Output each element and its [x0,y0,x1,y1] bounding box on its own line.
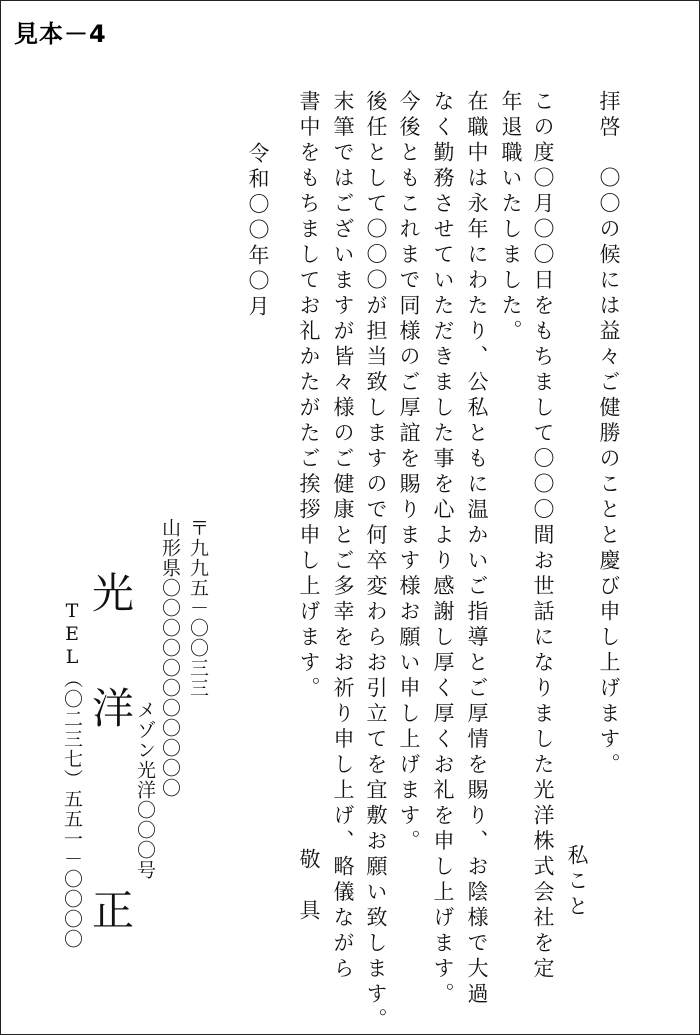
body-line: 末筆ではございますが皆々様のご健康とご多幸をお祈り申し上げ、略儀ながら [331,90,355,983]
sample-label: 見本－4 [14,20,107,48]
body-line: なく勤務させていただきました事を心より感謝し厚く厚くお礼を申し上げます。 [431,90,455,1008]
tel-line: TEL（〇二三七）五五一－〇〇〇〇 [61,600,83,949]
personal-line: 私こと [565,844,589,921]
sender-name-char: 光 [92,569,135,618]
body-line: 今後ともこれまで同様のご厚誼を賜ります様お願い申し上げます。 [397,90,421,855]
address-line: 山形県〇〇〇〇〇〇〇〇〇〇〇 [159,518,181,798]
salutation-line: 拝啓 〇〇の候には益々ご健勝のことと慶び申し上げます。 [597,90,621,779]
closing-line: 敬 具 [297,848,321,925]
body-line: 在職中は永年にわたり、公私ともに温かいご指導とご厚情を賜り、お陰様で大過 [465,90,489,1008]
sender-name-char: 洋 [92,684,135,733]
date-line: 令和〇〇年〇月 [246,142,270,321]
body-line: 後任として〇〇〇が担当致しますので何卒変わらお引立てを宜敷お願い致します。 [364,90,388,1034]
sender-name-char: 正 [92,886,135,935]
body-line: 年退職いたしました。 [499,90,523,345]
body-line: 書中をもちましてお礼かたがたご挨拶申し上げます。 [297,90,321,702]
building-line: メゾン光洋〇〇〇号 [134,700,156,880]
body-line: この度〇月〇〇日をもちまして〇〇〇間お世話になりました光洋株式会社を定 [531,90,555,983]
postal-code: 〒九九五－〇〇三三 [187,518,209,698]
